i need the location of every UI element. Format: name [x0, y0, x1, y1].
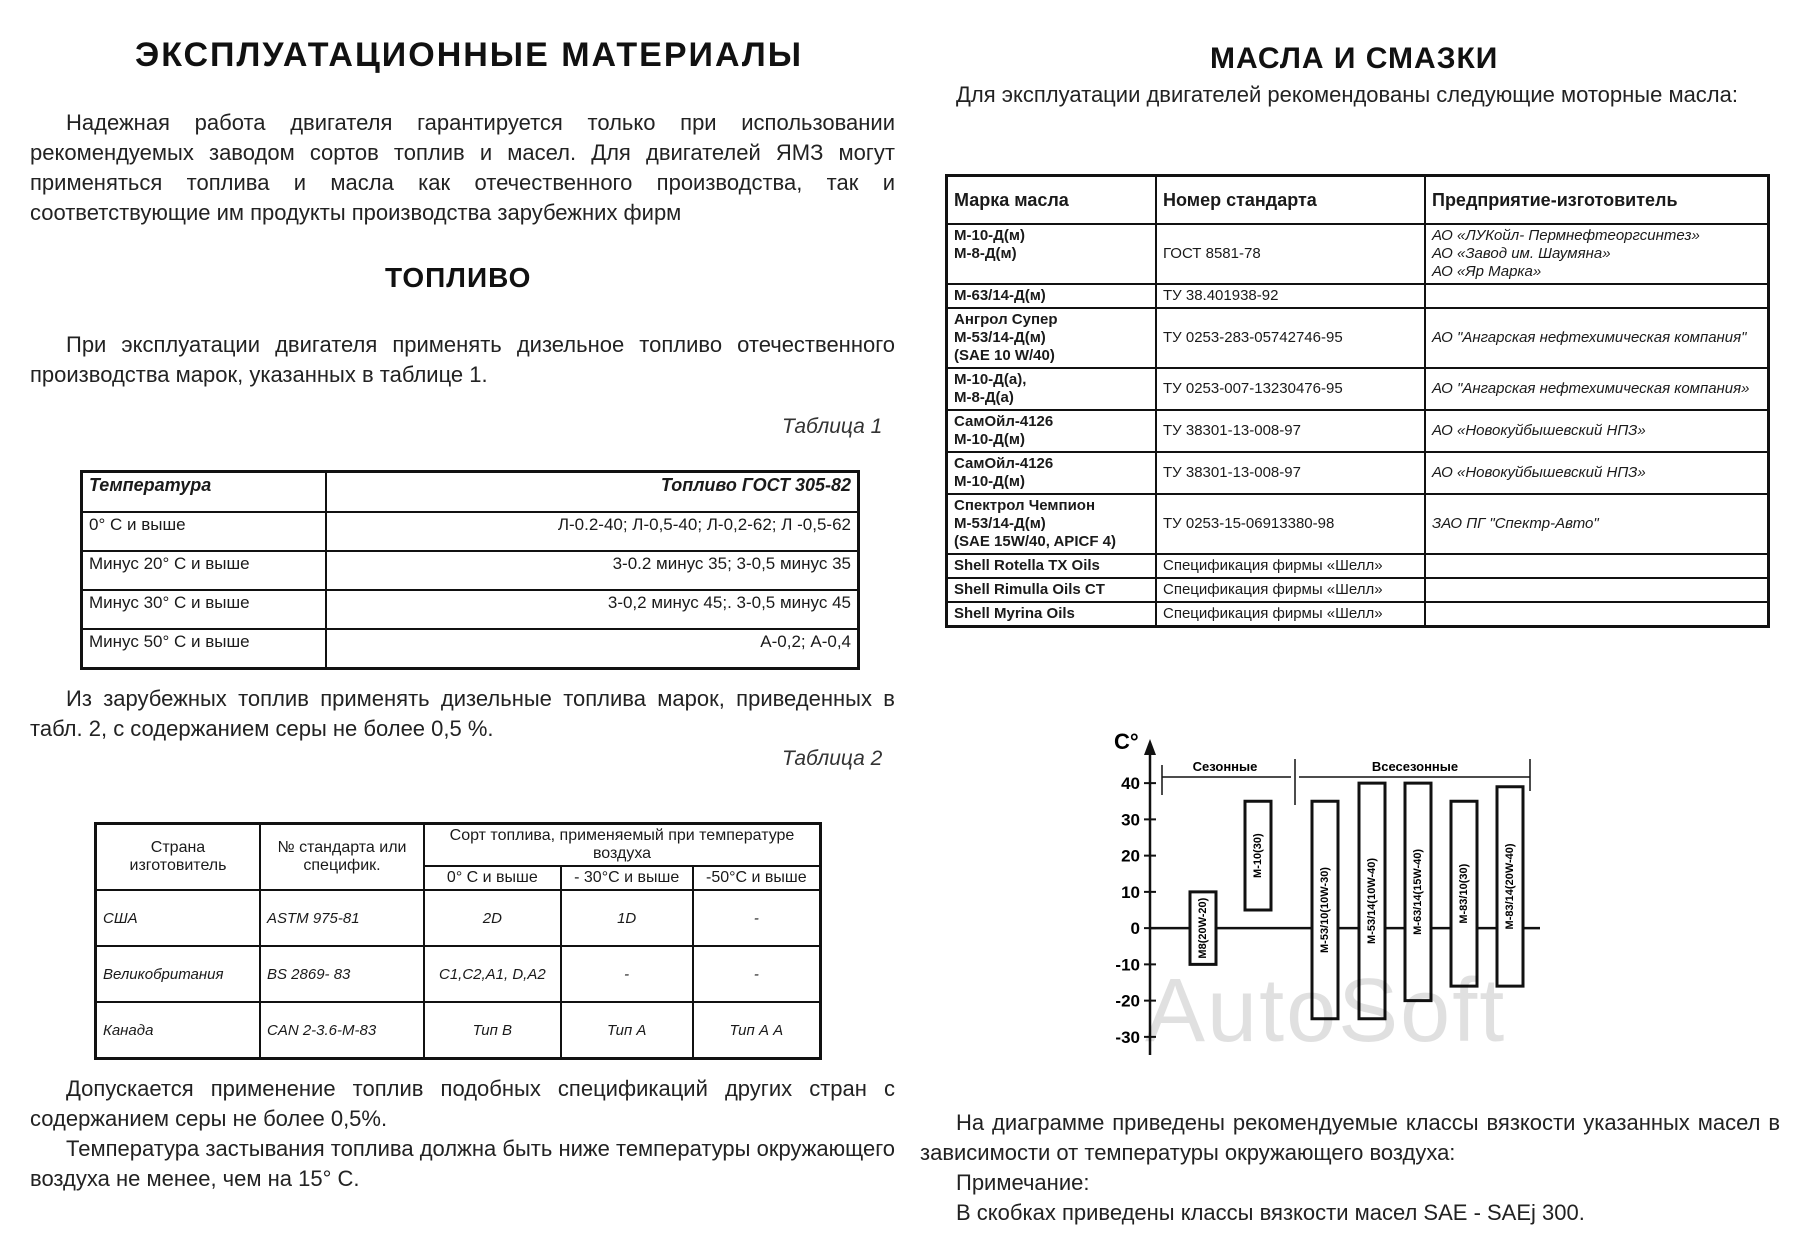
- oil-brand-cell: Shell Rimulla Oils CT: [947, 578, 1157, 602]
- grade-30-cell: Тип А: [561, 1002, 693, 1059]
- fuel-intro-paragraph: [30, 330, 895, 390]
- table-row: [947, 308, 1769, 368]
- oil-standard-cell: ТУ 38301-13-008-97: [1156, 410, 1425, 452]
- oil-manufacturer-cell: АО «Новокуйбышевский НПЗ»: [1425, 452, 1769, 494]
- main-title: ЭКСПЛУАТАЦИОННЫЕ МАТЕРИАЛЫ: [135, 36, 804, 74]
- oils-table: [945, 174, 1770, 628]
- table3-header-brand: Марка масла: [947, 176, 1157, 225]
- fuel-grade-cell: Л-0.2-40; Л-0,5-40; Л-0,2-62; Л -0,5-62: [326, 512, 859, 551]
- grade-50-cell: -: [693, 946, 821, 1002]
- oil-brand-cell: Спектрол Чемпион М-53/14-Д(м) (SAE 15W/40, APICF 4): [947, 494, 1157, 554]
- oil-manufacturer-cell: АО "Ангарская нефтехимическая компания»: [1425, 368, 1769, 410]
- table-row: [82, 512, 859, 551]
- standard-cell: CAN 2-3.6-M-83: [260, 1002, 424, 1059]
- foreign-fuel-table: [94, 822, 822, 1060]
- note-label: Примечание:: [956, 1170, 1090, 1195]
- table-row: [947, 602, 1769, 627]
- table2-header-standard: № стандарта или специфик.: [260, 824, 424, 891]
- grade-0-cell: C1,C2,A1, D,A2: [424, 946, 561, 1002]
- table2-header-temp-30: - 30°С и выше: [561, 866, 693, 890]
- table3-header-standard: Номер стандарта: [1156, 176, 1425, 225]
- oil-manufacturer-cell: [1425, 284, 1769, 308]
- note-freezing: Температура застывания топлива должна быть ниже температуры окружающего воздуха не менее, чем на 15° С.: [30, 1136, 895, 1191]
- bar-label: М-53/14(10W-40): [1365, 857, 1378, 944]
- oil-manufacturer-cell: [1425, 602, 1769, 627]
- table-row: [947, 554, 1769, 578]
- oil-brand-cell: СамОйл-4126 М-10-Д(м): [947, 410, 1157, 452]
- table2-caption: Таблица 2: [782, 747, 883, 770]
- fuel-intro-text: При эксплуатации двигателя применять дизельное топливо отечественного производства марок, указанных в таблице 1.: [30, 332, 895, 387]
- y-tick-label: 10: [1121, 882, 1140, 902]
- temperature-cell: Минус 30° С и выше: [82, 590, 327, 629]
- grade-50-cell: -: [693, 890, 821, 946]
- grade-0-cell: 2D: [424, 890, 561, 946]
- oil-brand-cell: М-63/14-Д(м): [947, 284, 1157, 308]
- table-row: [947, 452, 1769, 494]
- bar-label: М-10(30): [1251, 833, 1264, 878]
- table1-header-fuel: Топливо ГОСТ 305-82: [326, 472, 859, 513]
- fuel-title: ТОПЛИВО: [385, 262, 532, 293]
- table-row: [947, 368, 1769, 410]
- oil-brand-cell: СамОйл-4126 М-10-Д(м): [947, 452, 1157, 494]
- y-tick-label: -20: [1115, 991, 1140, 1011]
- standard-cell: BS 2869- 83: [260, 946, 424, 1002]
- table3-header-manufacturer: Предприятие-изготовитель: [1425, 176, 1769, 225]
- y-tick-label: -10: [1115, 955, 1140, 975]
- table1-header-temperature: Температура: [82, 472, 327, 513]
- fuel-table: [80, 470, 860, 670]
- grade-30-cell: 1D: [561, 890, 693, 946]
- temperature-cell: 0° С и выше: [82, 512, 327, 551]
- oils-intro-text: Для эксплуатации двигателей рекомендованы следующие моторные масла:: [956, 82, 1738, 107]
- oil-standard-cell: ГОСТ 8581-78: [1156, 224, 1425, 284]
- note-sulfur: Допускается применение топлив подобных спецификаций других стран с содержанием серы не более 0,5%.: [30, 1076, 895, 1131]
- country-cell: Великобритания: [96, 946, 261, 1002]
- table-row: [947, 494, 1769, 554]
- table-row: [947, 284, 1769, 308]
- y-axis-arrow: [1144, 739, 1156, 755]
- table-row: [947, 224, 1769, 284]
- table2-header-grade: Сорт топлива, применяемый при температуре воздуха: [424, 824, 821, 867]
- oil-standard-cell: Спецификация фирмы «Шелл»: [1156, 602, 1425, 627]
- table2-header-temp-50: -50°С и выше: [693, 866, 821, 890]
- oil-standard-cell: ТУ 0253-283-05742746-95: [1156, 308, 1425, 368]
- standard-cell: ASTM 975-81: [260, 890, 424, 946]
- y-tick-label: 40: [1121, 774, 1140, 794]
- grade-50-cell: Тип А А: [693, 1002, 821, 1059]
- diagram-note-paragraph: [920, 1108, 1780, 1228]
- temperature-cell: Минус 20° С и выше: [82, 551, 327, 590]
- table2-header-temp-0: 0° С и выше: [424, 866, 561, 890]
- oil-manufacturer-cell: АО "Ангарская нефтехимическая компания": [1425, 308, 1769, 368]
- fuel-grade-cell: 3-0.2 минус 35; 3-0,5 минус 35: [326, 551, 859, 590]
- bar-label: М-53/10(10W-30): [1318, 867, 1331, 953]
- oil-standard-cell: Спецификация фирмы «Шелл»: [1156, 578, 1425, 602]
- temperature-cell: Минус 50° С и выше: [82, 629, 327, 669]
- fuel-grade-cell: А-0,2; А-0,4: [326, 629, 859, 669]
- oil-brand-cell: Shell Myrina Oils: [947, 602, 1157, 627]
- grade-0-cell: Тип В: [424, 1002, 561, 1059]
- y-tick-label: 30: [1121, 810, 1140, 830]
- y-tick-label: -30: [1115, 1027, 1140, 1047]
- oil-standard-cell: ТУ 38301-13-008-97: [1156, 452, 1425, 494]
- watermark: AutoSoft: [1145, 961, 1507, 1061]
- table-row: [82, 629, 859, 669]
- table-row: [947, 578, 1769, 602]
- table-row: [96, 890, 821, 946]
- foreign-fuel-paragraph: [30, 684, 895, 744]
- oil-standard-cell: ТУ 0253-15-06913380-98: [1156, 494, 1425, 554]
- oil-manufacturer-cell: [1425, 554, 1769, 578]
- oil-brand-cell: М-10-Д(м) М-8-Д(м): [947, 224, 1157, 284]
- country-cell: Канада: [96, 1002, 261, 1059]
- group-label-allseason: Всесезонные: [1371, 759, 1459, 774]
- table-row: [82, 551, 859, 590]
- bar-label: М8(20W-20): [1196, 897, 1209, 959]
- oil-manufacturer-cell: АО «Новокуйбышевский НПЗ»: [1425, 410, 1769, 452]
- oil-brand-cell: Ангрол Супер М-53/14-Д(м) (SAE 10 W/40): [947, 308, 1157, 368]
- table-row: [96, 1002, 821, 1059]
- oil-brand-cell: М-10-Д(а), М-8-Д(а): [947, 368, 1157, 410]
- group-label-seasonal: Сезонные: [1192, 759, 1258, 774]
- table-row: [947, 410, 1769, 452]
- oil-manufacturer-cell: [1425, 578, 1769, 602]
- country-cell: США: [96, 890, 261, 946]
- oils-intro-paragraph: [920, 80, 1780, 110]
- grade-30-cell: -: [561, 946, 693, 1002]
- y-tick-label: 0: [1130, 919, 1140, 939]
- bar-label: М-83/14(20W-40): [1503, 843, 1516, 930]
- fuel-grade-cell: 3-0,2 минус 45;. 3-0,5 минус 45: [326, 590, 859, 629]
- oils-title: МАСЛА И СМАЗКИ: [1210, 42, 1499, 75]
- foreign-fuel-text: Из зарубежных топлив применять дизельные топлива марок, приведенных в табл. 2, с содержанием серы не более 0,5 %.: [30, 686, 895, 741]
- y-tick-label: 20: [1121, 846, 1140, 866]
- oil-standard-cell: ТУ 38.401938-92: [1156, 284, 1425, 308]
- oil-brand-cell: Shell Rotella TX Oils: [947, 554, 1157, 578]
- notes-paragraph: [30, 1074, 895, 1194]
- diagram-description: На диаграмме приведены рекомендуемые классы вязкости указанных масел в зависимости от температуры окружающего воздуха:: [920, 1110, 1780, 1165]
- table-row: [96, 946, 821, 1002]
- intro-paragraph: [30, 108, 895, 228]
- bar-label: М-63/14(15W-40): [1411, 848, 1424, 935]
- oil-manufacturer-cell: ЗАО ПГ "Спектр-Авто": [1425, 494, 1769, 554]
- bar-label: М-83/10(30): [1457, 863, 1470, 924]
- table-row: [82, 590, 859, 629]
- note-text: В скобках приведены классы вязкости масел SAE - SAEj 300.: [956, 1200, 1585, 1225]
- intro-text: Надежная работа двигателя гарантируется только при использовании рекомендуемых заводом сортов топлив и масел. Для двигателей ЯМЗ могут применяться топлива и масла как отечественного производства, так и соответствующие им продукты производства зарубежних фирм: [30, 110, 895, 225]
- oil-standard-cell: Спецификация фирмы «Шелл»: [1156, 554, 1425, 578]
- y-axis-label: C°: [1114, 729, 1139, 754]
- oil-manufacturer-cell: АО «ЛУКойл- Пермнефтеоргсинтез» АО «Завод им. Шаумяна» АО «Яр Марка»: [1425, 224, 1769, 284]
- table1-caption: Таблица 1: [782, 415, 883, 438]
- oil-standard-cell: ТУ 0253-007-13230476-95: [1156, 368, 1425, 410]
- table2-header-country: Страна изготовитель: [96, 824, 261, 891]
